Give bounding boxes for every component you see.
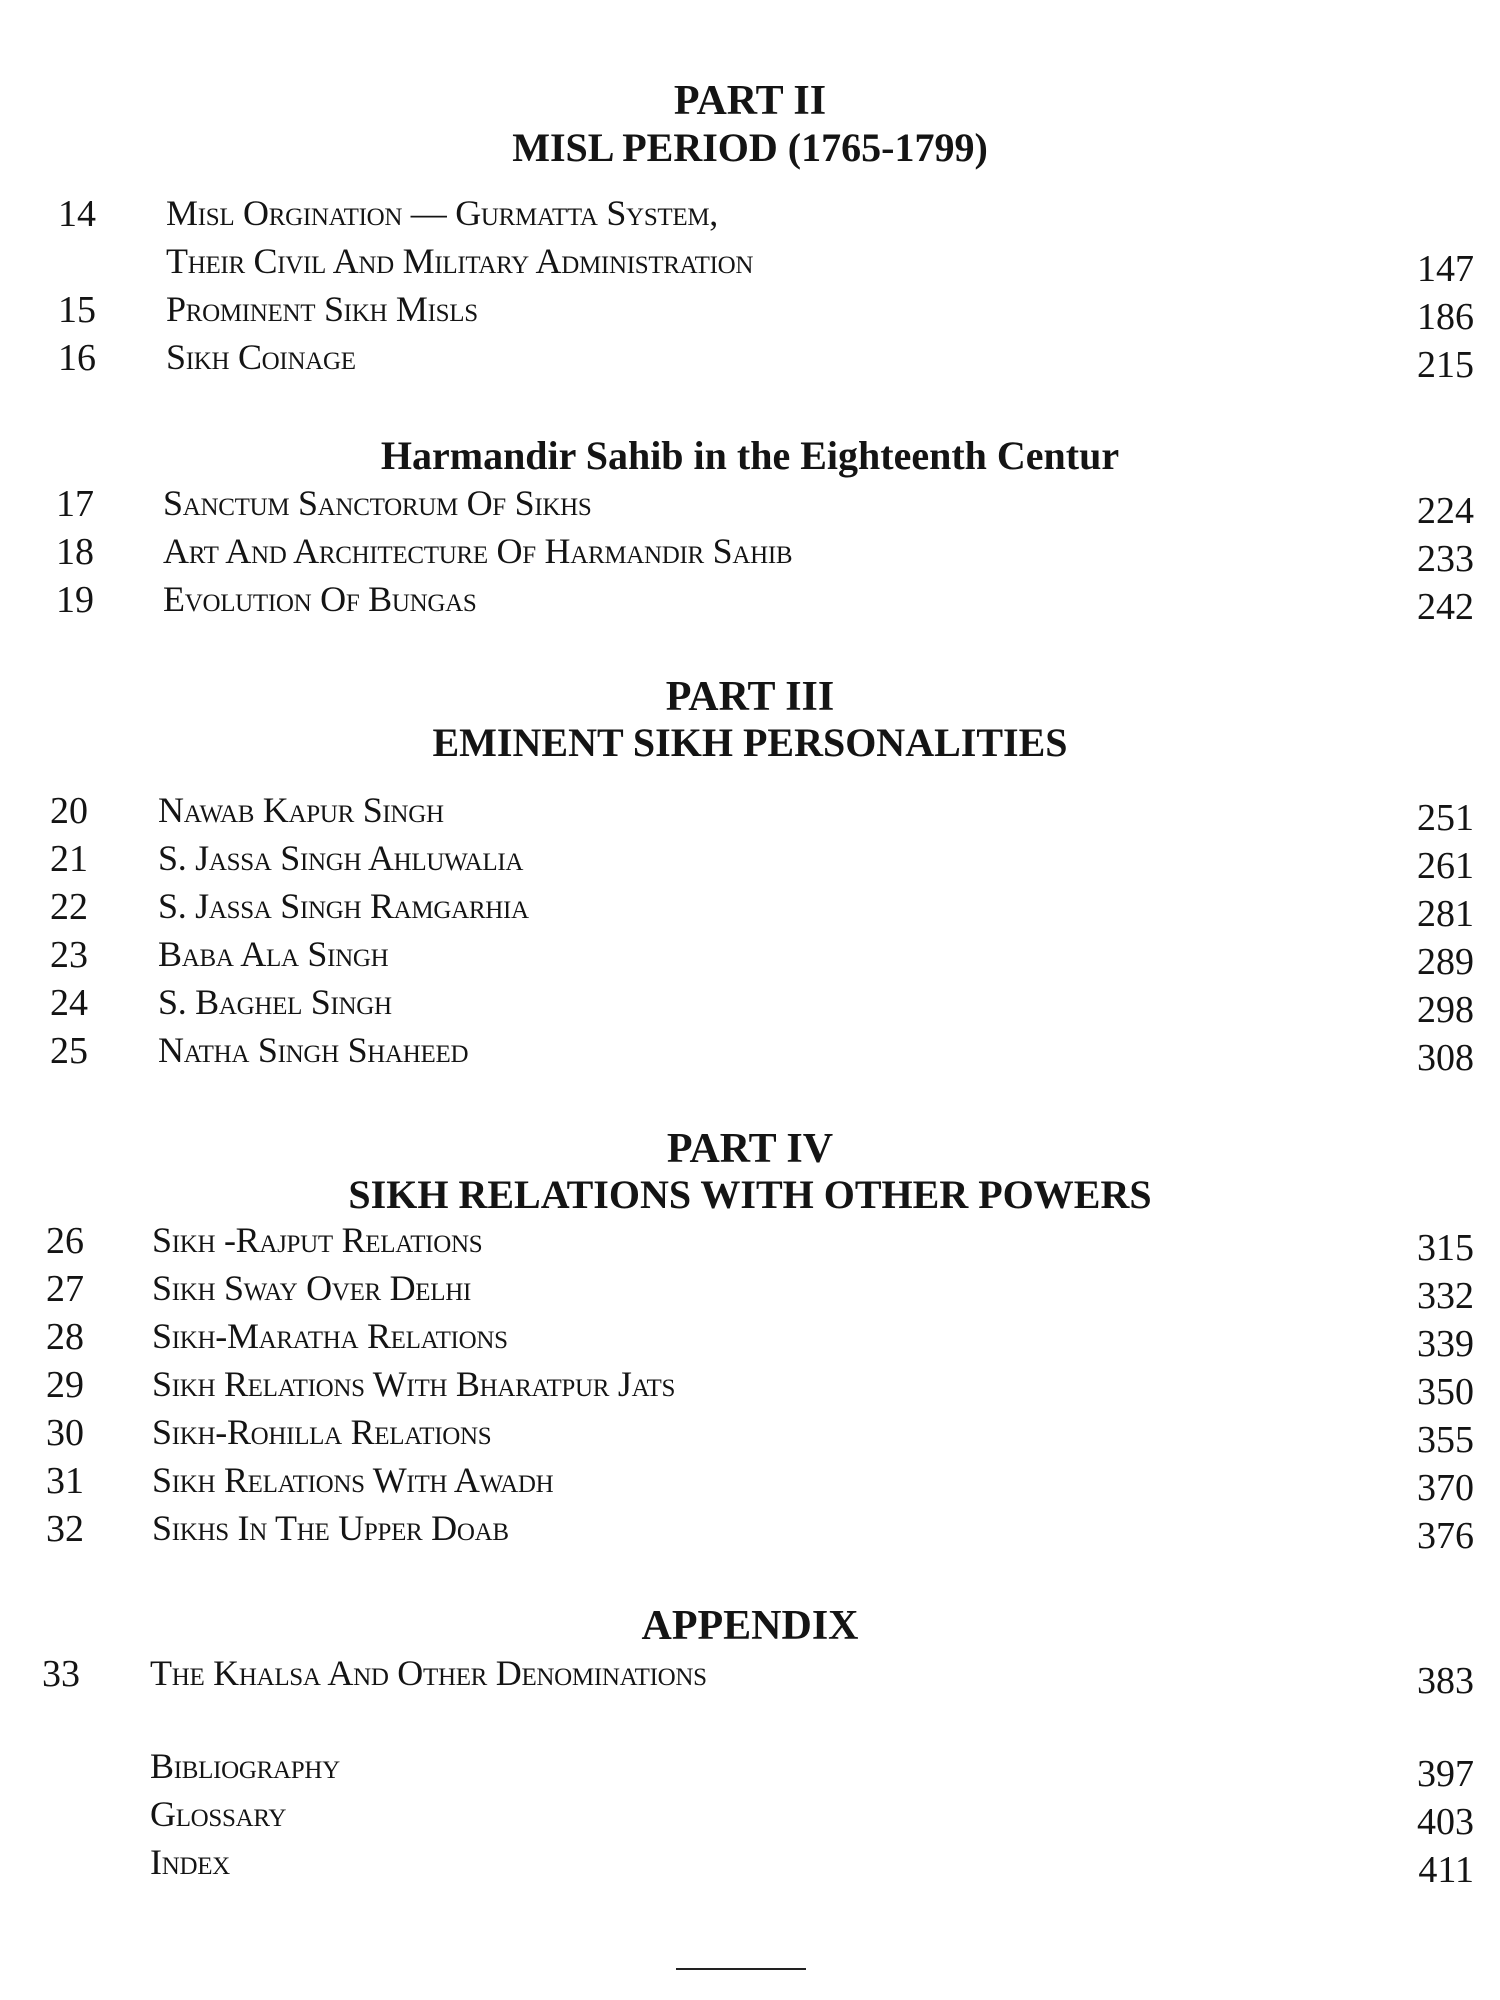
toc-entry-23[interactable]: [0, 936, 1500, 982]
toc-entry-14-continued[interactable]: [0, 243, 1500, 289]
entry-number: 14: [58, 193, 96, 235]
entry-page-number: 350: [1417, 1371, 1474, 1413]
toc-entry-17[interactable]: [0, 485, 1500, 531]
entry-number: 15: [58, 289, 96, 331]
entry-title-continued: Their Civil And Military Administration: [166, 241, 754, 281]
entry-number: 19: [56, 579, 94, 621]
toc-entry-26[interactable]: [0, 1222, 1500, 1268]
entry-page-number: 383: [1417, 1660, 1474, 1702]
toc-entry-14[interactable]: [0, 195, 1500, 241]
toc-entry-16[interactable]: [0, 339, 1500, 385]
entry-page-number: 397: [1417, 1753, 1474, 1795]
entry-number: 24: [50, 982, 88, 1024]
entry-title: Natha Singh Shaheed: [158, 1030, 469, 1070]
entry-page-number: 233: [1417, 538, 1474, 580]
entry-title: Nawab Kapur Singh: [158, 790, 444, 830]
entry-page-number: 147: [1417, 248, 1474, 290]
entry-number: 33: [42, 1653, 80, 1695]
toc-entry-27[interactable]: [0, 1270, 1500, 1316]
entry-title: Baba Ala Singh: [158, 934, 389, 974]
part-2-heading: PART II: [673, 78, 827, 124]
entry-number: 31: [46, 1460, 84, 1502]
entry-number: 16: [58, 337, 96, 379]
entry-number: 18: [56, 531, 94, 573]
entry-page-number: 298: [1417, 989, 1474, 1031]
toc-entry-20[interactable]: [0, 792, 1500, 838]
entry-title: Sikh-Maratha Relations: [152, 1316, 508, 1356]
entry-number: 21: [50, 838, 88, 880]
entry-page-number: 281: [1417, 893, 1474, 935]
entry-title: Sikh Relations With Bharatpur Jats: [152, 1364, 676, 1404]
entry-number: 25: [50, 1030, 88, 1072]
entry-number: 20: [50, 790, 88, 832]
toc-entry-18[interactable]: [0, 533, 1500, 579]
appendix-heading: APPENDIX: [641, 1603, 859, 1649]
entry-number: 32: [46, 1508, 84, 1550]
part-4-subheading: SIKH RELATIONS WITH OTHER POWERS: [348, 1172, 1152, 1217]
toc-entry-32[interactable]: [0, 1510, 1500, 1556]
part-3-subheading: EMINENT SIKH PERSONALITIES: [432, 720, 1068, 765]
entry-number: 27: [46, 1268, 84, 1310]
toc-index[interactable]: [0, 1844, 1500, 1890]
entry-number: 28: [46, 1316, 84, 1358]
entry-title: S. Jassa Singh Ahluwalia: [158, 838, 524, 878]
entry-number: 30: [46, 1412, 84, 1454]
entry-title: Glossary: [150, 1794, 287, 1834]
entry-title: Misl Orgination — Gurmatta System,: [166, 193, 718, 233]
part-2-subheading: MISL PERIOD (1765-1799): [512, 125, 988, 170]
entry-page-number: 315: [1417, 1227, 1474, 1269]
entry-number: 29: [46, 1364, 84, 1406]
toc-entry-30[interactable]: [0, 1414, 1500, 1460]
toc-entry-24[interactable]: [0, 984, 1500, 1030]
toc-bibliography[interactable]: [0, 1748, 1500, 1794]
entry-page-number: 308: [1417, 1037, 1474, 1079]
toc-entry-31[interactable]: [0, 1462, 1500, 1508]
toc-entry-25[interactable]: [0, 1032, 1500, 1078]
entry-page-number: 355: [1417, 1419, 1474, 1461]
entry-title: S. Baghel Singh: [158, 982, 392, 1022]
entry-title: Bibliography: [150, 1746, 340, 1786]
closing-rule: [676, 1968, 806, 1970]
toc-glossary[interactable]: [0, 1796, 1500, 1842]
entry-title: Sikhs In The Upper Doab: [152, 1508, 509, 1548]
entry-page-number: 370: [1417, 1467, 1474, 1509]
toc-entry-15[interactable]: [0, 291, 1500, 337]
entry-title: Sikh -Rajput Relations: [152, 1220, 483, 1260]
toc-entry-21[interactable]: [0, 840, 1500, 886]
part-3-heading: PART III: [665, 674, 835, 720]
entry-page-number: 403: [1417, 1801, 1474, 1843]
entry-page-number: 411: [1418, 1849, 1474, 1891]
entry-title: Sikh Sway Over Delhi: [152, 1268, 472, 1308]
entry-number: 22: [50, 886, 88, 928]
entry-title: Sikh-Rohilla Relations: [152, 1412, 492, 1452]
entry-page-number: 332: [1417, 1275, 1474, 1317]
entry-page-number: 224: [1417, 490, 1474, 532]
entry-page-number: 289: [1417, 941, 1474, 983]
entry-number: 17: [56, 483, 94, 525]
entry-title: Prominent Sikh Misls: [166, 289, 478, 329]
entry-page-number: 339: [1417, 1323, 1474, 1365]
entry-title: Sikh Relations With Awadh: [152, 1460, 554, 1500]
entry-title: Index: [150, 1842, 230, 1882]
toc-entry-28[interactable]: [0, 1318, 1500, 1364]
toc-entry-33[interactable]: [0, 1655, 1500, 1701]
entry-title: S. Jassa Singh Ramgarhia: [158, 886, 529, 926]
entry-title: Sikh Coinage: [166, 337, 356, 377]
harmandir-heading: Harmandir Sahib in the Eighteenth Centur: [380, 433, 1120, 478]
entry-page-number: 215: [1417, 344, 1474, 386]
entry-title: The Khalsa And Other Denominations: [150, 1653, 707, 1693]
entry-page-number: 251: [1417, 797, 1474, 839]
entry-number: 26: [46, 1220, 84, 1262]
toc-entry-22[interactable]: [0, 888, 1500, 934]
entry-page-number: 186: [1417, 296, 1474, 338]
entry-page-number: 261: [1417, 845, 1474, 887]
toc-entry-19[interactable]: [0, 581, 1500, 627]
entry-page-number: 376: [1417, 1515, 1474, 1557]
entry-title: Art And Architecture Of Harmandir Sahib: [163, 531, 793, 571]
part-4-heading: PART IV: [666, 1126, 834, 1172]
entry-title: Evolution Of Bungas: [163, 579, 477, 619]
entry-number: 23: [50, 934, 88, 976]
entry-page-number: 242: [1417, 586, 1474, 628]
entry-title: Sanctum Sanctorum Of Sikhs: [163, 483, 592, 523]
toc-entry-29[interactable]: [0, 1366, 1500, 1412]
